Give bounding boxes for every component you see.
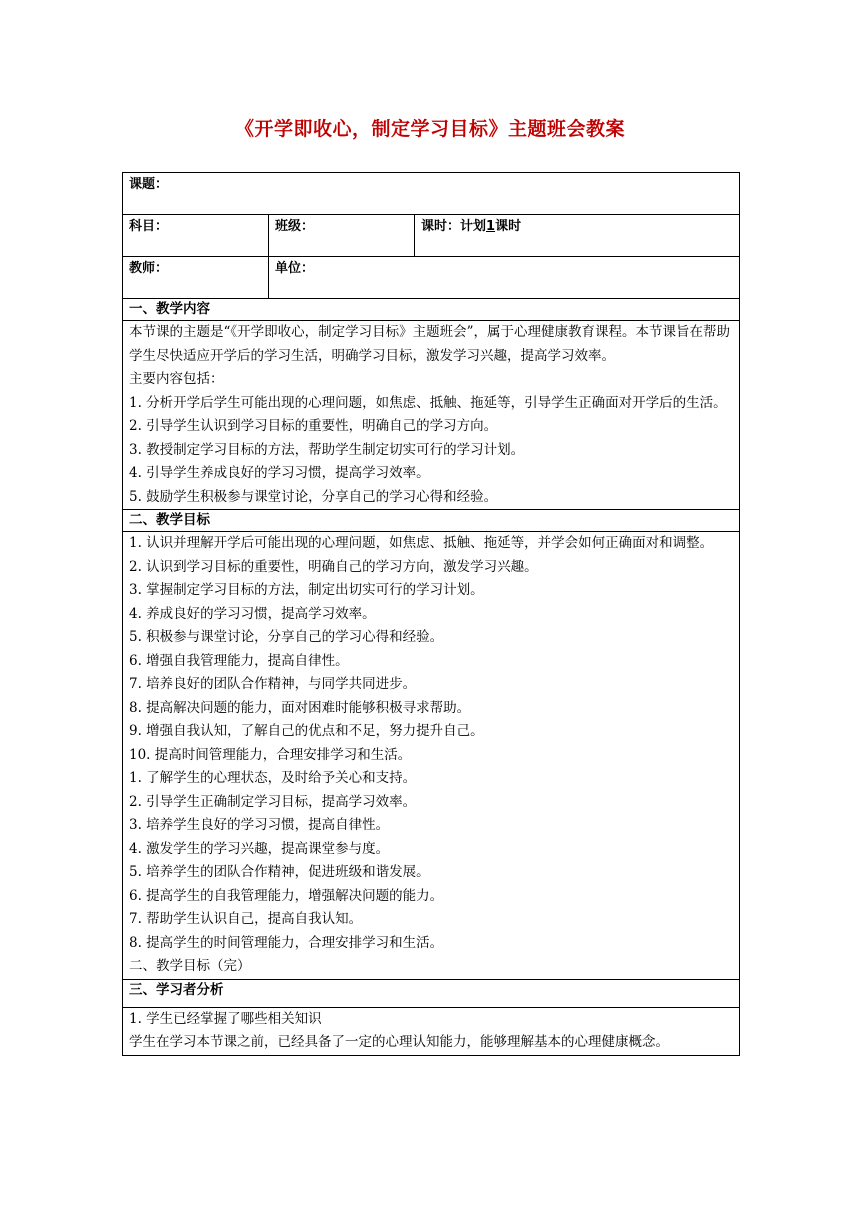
class-cell: [269, 215, 415, 257]
section1-title: 一、教学内容: [123, 299, 740, 321]
list-item: 5. 鼓励学生积极参与课堂讨论，分享自己的学习心得和经验。: [129, 488, 498, 505]
hours-cell: [415, 215, 740, 257]
section2-title: 二、教学目标: [123, 510, 740, 532]
section3-body: [123, 1007, 740, 1055]
list-item: 10. 提高时间管理能力，合理安排学习和生活。: [129, 746, 412, 763]
list-item: 学生在学习本节课之前，已经具备了一定的心理认知能力，能够理解基本的心理健康概念。: [129, 1034, 669, 1050]
list-item: 1. 分析开学后学生可能出现的心理问题，如焦虑、抵触、拖延等，引导学生正确面对开学后的生活。: [129, 394, 727, 411]
hours-prefix: 课时：计划: [421, 219, 487, 234]
list-item: 8. 提高学生的时间管理能力，合理安排学习和生活。: [129, 934, 444, 951]
list-item: 1. 了解学生的心理状态，及时给予关心和支持。: [129, 770, 417, 786]
section1-body-row: [123, 321, 740, 510]
list-item: 2. 认识到学习目标的重要性，明确自己的学习方向，激发学习兴趣。: [129, 558, 538, 575]
section2-title-row: [123, 510, 740, 532]
topic-row: [123, 173, 740, 215]
section3-title-row: [123, 979, 740, 1007]
list-item: 8. 提高解决问题的能力，面对困难时能够积极寻求帮助。: [129, 699, 471, 716]
section1-body: [123, 321, 740, 510]
unit-cell: [269, 257, 740, 299]
section1-intro: 本节课的主题是“《开学即收心，制定学习目标》主题班会”，属于心理健康教育课程。本节课旨在帮助学生尽快适应开学后的学习生活，明确学习目标，激发学习兴趣，提高学习效率。: [129, 324, 731, 364]
list-item: 1. 认识并理解开学后可能出现的心理问题，如焦虑、抵触、拖延等，并学会如何正确面对和调整。: [129, 535, 714, 551]
list-item: 5. 积极参与课堂讨论，分享自己的学习心得和经验。: [129, 629, 444, 645]
lesson-plan-table: [122, 172, 740, 1056]
teacher-cell: [123, 257, 269, 299]
list-item: 5. 培养学生的团队合作精神，促进班级和谐发展。: [129, 864, 430, 880]
list-item: 4. 激发学生的学习兴趣，提高课堂参与度。: [129, 840, 390, 857]
list-item: 6. 提高学生的自我管理能力，增强解决问题的能力。: [129, 887, 444, 904]
subject-label: 科目：: [129, 219, 169, 234]
topic-cell: [123, 173, 740, 215]
hours-suffix: 课时: [495, 219, 522, 234]
unit-label: 单位：: [275, 261, 315, 276]
topic-label: 课题：: [129, 177, 169, 192]
list-item: 3. 培养学生良好的学习习惯，提高自律性。: [129, 817, 390, 833]
section3-body-row: [123, 1007, 740, 1055]
list-item: 4. 养成良好的学习习惯，提高学习效率。: [129, 605, 376, 622]
list-item: 2. 引导学生正确制定学习目标，提高学习效率。: [129, 793, 417, 810]
list-item: 1. 学生已经掌握了哪些相关知识: [129, 1010, 322, 1027]
list-item: 9. 增强自我认知，了解自己的优点和不足，努力提升自己。: [129, 723, 484, 739]
section1-lead: 主要内容包括：: [129, 371, 224, 387]
teacher-label: 教师：: [129, 261, 169, 276]
list-item: 3. 教授制定学习目标的方法，帮助学生制定切实可行的学习计划。: [129, 441, 525, 458]
section2-body: [123, 532, 740, 980]
subject-row: [123, 215, 740, 257]
list-item: 4. 引导学生养成良好的学习习惯，提高学习效率。: [129, 465, 430, 481]
class-label: 班级：: [275, 219, 315, 234]
section3-title: 三、学习者分析: [123, 979, 740, 1007]
section2-end-note: 二、教学目标（完）: [129, 958, 251, 974]
list-item: 6. 增强自我管理能力，提高自律性。: [129, 652, 349, 669]
section2-body-row: [123, 532, 740, 980]
hours-value: 1: [486, 219, 496, 234]
list-item: 2. 引导学生认识到学习目标的重要性，明确自己的学习方向。: [129, 418, 498, 434]
section1-title-row: [123, 299, 740, 321]
subject-cell: [123, 215, 269, 257]
list-item: 7. 培养良好的团队合作精神，与同学共同进步。: [129, 676, 417, 692]
list-item: 7. 帮助学生认识自己，提高自我认知。: [129, 911, 363, 927]
teacher-row: [123, 257, 740, 299]
list-item: 3. 掌握制定学习目标的方法，制定出切实可行的学习计划。: [129, 582, 484, 598]
document-title: 《开学即收心，制定学习目标》主题班会教案: [234, 118, 625, 140]
